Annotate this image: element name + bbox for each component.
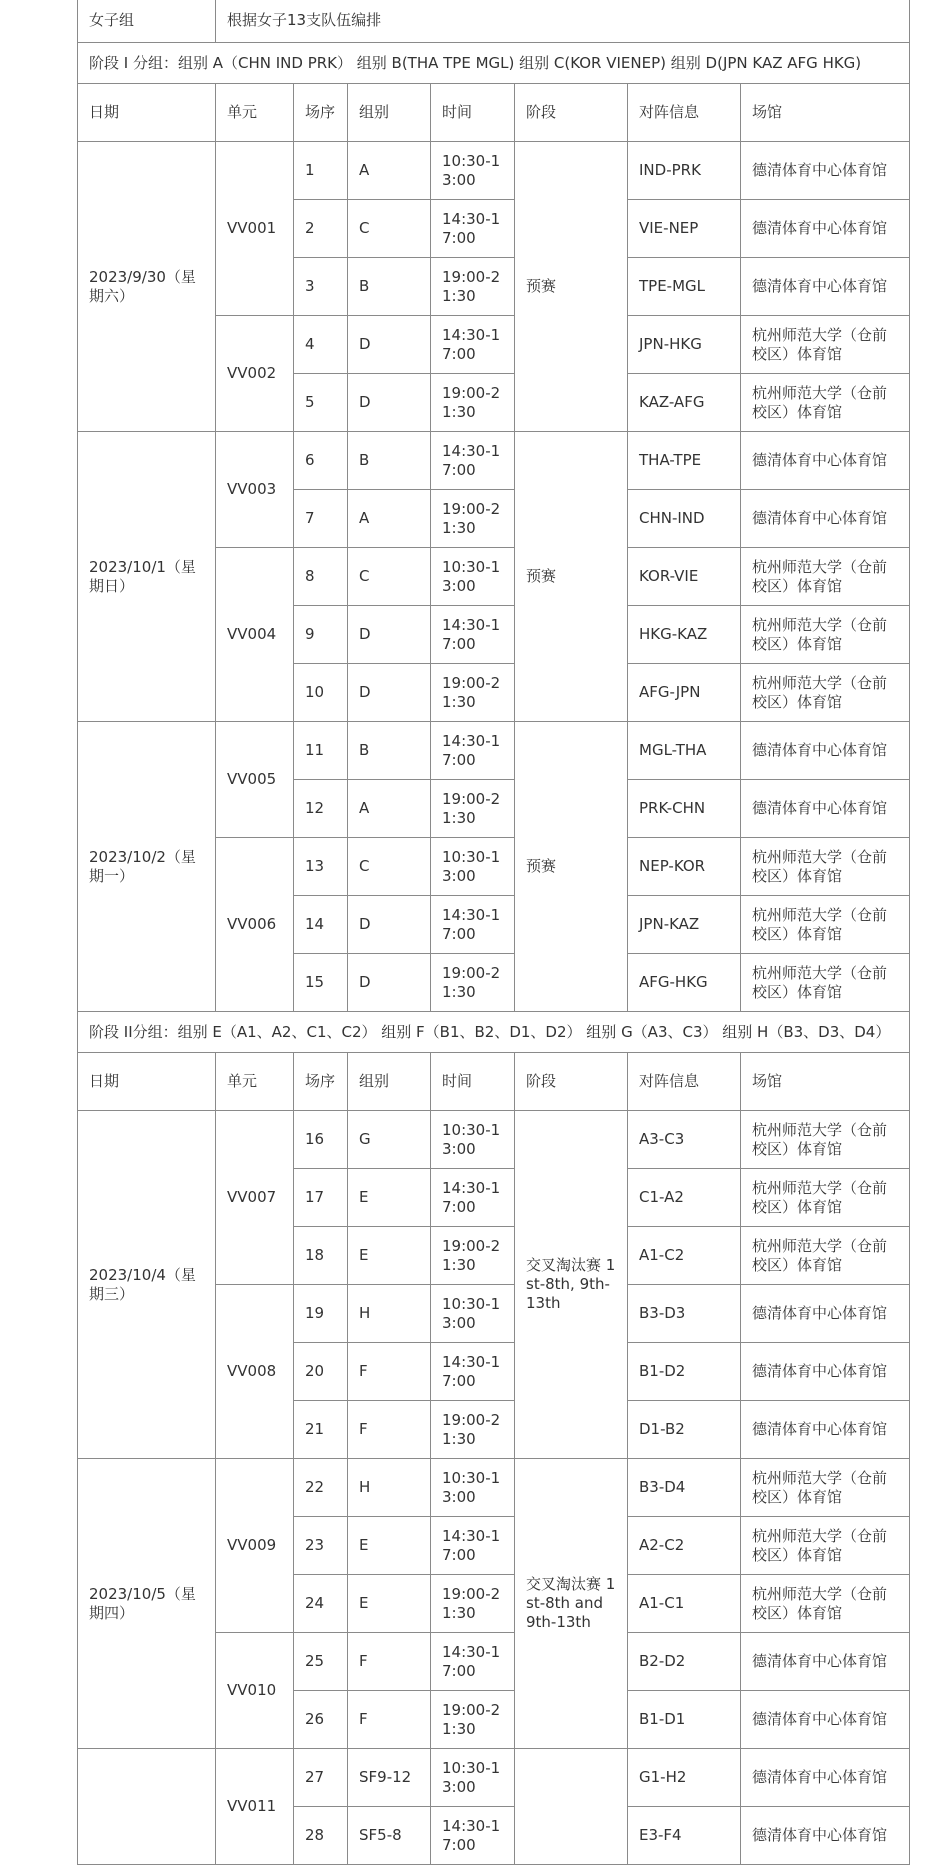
matchup-cell: B2-D2 <box>628 1633 741 1691</box>
table-row <box>78 432 910 490</box>
group-cell: D <box>348 606 431 664</box>
venue-cell: 德清体育中心体育馆 <box>741 1633 910 1691</box>
matchup-cell: AFG-JPN <box>628 664 741 722</box>
match-no-cell: 3 <box>294 258 348 316</box>
matchup-cell: VIE-NEP <box>628 200 741 258</box>
unit-cell: VV009 <box>216 1459 294 1633</box>
group-label: 女子组 <box>78 0 216 43</box>
time-cell: 10:30-13:00 <box>431 838 515 896</box>
match-no-cell: 9 <box>294 606 348 664</box>
matchup-cell: A1-C2 <box>628 1227 741 1285</box>
matchup-cell: B1-D2 <box>628 1343 741 1401</box>
table-row <box>78 1749 910 1807</box>
unit-cell: VV001 <box>216 142 294 316</box>
match-no-cell: 27 <box>294 1749 348 1807</box>
group-cell: E <box>348 1227 431 1285</box>
unit-cell: VV003 <box>216 432 294 548</box>
match-no-cell: 2 <box>294 200 348 258</box>
group-cell: C <box>348 548 431 606</box>
stage-cell: 预赛 <box>515 142 628 432</box>
unit-cell: VV011 <box>216 1749 294 1865</box>
venue-cell: 杭州师范大学（仓前校区）体育馆 <box>741 374 910 432</box>
time-cell: 19:00-21:30 <box>431 664 515 722</box>
column-header-unit: 单元 <box>216 1053 294 1111</box>
schedule-body <box>78 0 910 1865</box>
match-no-cell: 23 <box>294 1517 348 1575</box>
group-cell: B <box>348 432 431 490</box>
venue-cell: 德清体育中心体育馆 <box>741 1343 910 1401</box>
match-no-cell: 17 <box>294 1169 348 1227</box>
stage-cell <box>515 1749 628 1865</box>
matchup-cell: B3-D4 <box>628 1459 741 1517</box>
group-cell: E <box>348 1517 431 1575</box>
column-header-unit: 单元 <box>216 84 294 142</box>
column-header-row <box>78 1053 910 1111</box>
matchup-cell: B1-D1 <box>628 1691 741 1749</box>
stage-cell: 预赛 <box>515 432 628 722</box>
time-cell: 19:00-21:30 <box>431 1691 515 1749</box>
venue-cell: 杭州师范大学（仓前校区）体育馆 <box>741 838 910 896</box>
unit-cell: VV010 <box>216 1633 294 1749</box>
venue-cell: 德清体育中心体育馆 <box>741 1807 910 1865</box>
unit-cell: VV002 <box>216 316 294 432</box>
matchup-cell: CHN-IND <box>628 490 741 548</box>
time-cell: 14:30-17:00 <box>431 606 515 664</box>
column-header-match-no: 场序 <box>294 84 348 142</box>
venue-cell: 杭州师范大学（仓前校区）体育馆 <box>741 606 910 664</box>
column-header-stage: 阶段 <box>515 1053 628 1111</box>
matchup-cell: A2-C2 <box>628 1517 741 1575</box>
group-header-row <box>78 0 910 43</box>
table-row <box>78 1111 910 1169</box>
venue-cell: 杭州师范大学（仓前校区）体育馆 <box>741 1459 910 1517</box>
match-no-cell: 22 <box>294 1459 348 1517</box>
stage-title-row <box>78 43 910 84</box>
group-cell: A <box>348 780 431 838</box>
match-no-cell: 10 <box>294 664 348 722</box>
unit-cell: VV005 <box>216 722 294 838</box>
column-header-row <box>78 84 910 142</box>
group-cell: F <box>348 1691 431 1749</box>
match-no-cell: 13 <box>294 838 348 896</box>
time-cell: 19:00-21:30 <box>431 374 515 432</box>
matchup-cell: NEP-KOR <box>628 838 741 896</box>
group-cell: H <box>348 1285 431 1343</box>
match-no-cell: 8 <box>294 548 348 606</box>
match-no-cell: 5 <box>294 374 348 432</box>
venue-cell: 杭州师范大学（仓前校区）体育馆 <box>741 1517 910 1575</box>
time-cell: 19:00-21:30 <box>431 1227 515 1285</box>
time-cell: 19:00-21:30 <box>431 954 515 1012</box>
date-cell: 2023/10/2（星期一） <box>78 722 216 1012</box>
date-cell: 2023/10/5（星期四） <box>78 1459 216 1749</box>
matchup-cell: JPN-KAZ <box>628 896 741 954</box>
matchup-cell: THA-TPE <box>628 432 741 490</box>
venue-cell: 杭州师范大学（仓前校区）体育馆 <box>741 316 910 374</box>
matchup-cell: A1-C1 <box>628 1575 741 1633</box>
matchup-cell: E3-F4 <box>628 1807 741 1865</box>
matchup-cell: A3-C3 <box>628 1111 741 1169</box>
group-cell: F <box>348 1401 431 1459</box>
group-cell: B <box>348 258 431 316</box>
time-cell: 14:30-17:00 <box>431 1517 515 1575</box>
matchup-cell: AFG-HKG <box>628 954 741 1012</box>
group-cell: B <box>348 722 431 780</box>
column-header-match-no: 场序 <box>294 1053 348 1111</box>
time-cell: 14:30-17:00 <box>431 1633 515 1691</box>
time-cell: 19:00-21:30 <box>431 780 515 838</box>
venue-cell: 德清体育中心体育馆 <box>741 490 910 548</box>
date-cell: 2023/10/4（星期三） <box>78 1111 216 1459</box>
match-no-cell: 19 <box>294 1285 348 1343</box>
matchup-cell: B3-D3 <box>628 1285 741 1343</box>
group-cell: F <box>348 1343 431 1401</box>
date-cell: 2023/9/30（星期六） <box>78 142 216 432</box>
group-cell: D <box>348 664 431 722</box>
matchup-cell: HKG-KAZ <box>628 606 741 664</box>
group-cell: D <box>348 374 431 432</box>
date-cell <box>78 1749 216 1865</box>
group-cell: E <box>348 1575 431 1633</box>
venue-cell: 德清体育中心体育馆 <box>741 1749 910 1807</box>
time-cell: 14:30-17:00 <box>431 896 515 954</box>
unit-cell: VV006 <box>216 838 294 1012</box>
matchup-cell: KOR-VIE <box>628 548 741 606</box>
time-cell: 19:00-21:30 <box>431 490 515 548</box>
time-cell: 14:30-17:00 <box>431 1807 515 1865</box>
matchup-cell: TPE-MGL <box>628 258 741 316</box>
time-cell: 19:00-21:30 <box>431 1401 515 1459</box>
match-no-cell: 12 <box>294 780 348 838</box>
group-cell: D <box>348 954 431 1012</box>
venue-cell: 德清体育中心体育馆 <box>741 1691 910 1749</box>
match-no-cell: 25 <box>294 1633 348 1691</box>
matchup-cell: G1-H2 <box>628 1749 741 1807</box>
column-header-group: 组别 <box>348 84 431 142</box>
group-cell: D <box>348 896 431 954</box>
group-cell: SF5-8 <box>348 1807 431 1865</box>
column-header-time: 时间 <box>431 84 515 142</box>
match-no-cell: 14 <box>294 896 348 954</box>
match-no-cell: 4 <box>294 316 348 374</box>
time-cell: 10:30-13:00 <box>431 1459 515 1517</box>
group-cell: G <box>348 1111 431 1169</box>
column-header-matchup: 对阵信息 <box>628 84 741 142</box>
match-no-cell: 7 <box>294 490 348 548</box>
time-cell: 10:30-13:00 <box>431 548 515 606</box>
matchup-cell: KAZ-AFG <box>628 374 741 432</box>
time-cell: 14:30-17:00 <box>431 1169 515 1227</box>
group-cell: A <box>348 142 431 200</box>
time-cell: 10:30-13:00 <box>431 1749 515 1807</box>
match-no-cell: 16 <box>294 1111 348 1169</box>
match-no-cell: 11 <box>294 722 348 780</box>
group-cell: C <box>348 838 431 896</box>
match-no-cell: 6 <box>294 432 348 490</box>
time-cell: 10:30-13:00 <box>431 1285 515 1343</box>
venue-cell: 德清体育中心体育馆 <box>741 200 910 258</box>
group-cell: D <box>348 316 431 374</box>
venue-cell: 德清体育中心体育馆 <box>741 432 910 490</box>
match-no-cell: 1 <box>294 142 348 200</box>
match-no-cell: 28 <box>294 1807 348 1865</box>
stage-cell: 交叉淘汰赛 1st-8th, 9th-13th <box>515 1111 628 1459</box>
unit-cell: VV004 <box>216 548 294 722</box>
group-cell: H <box>348 1459 431 1517</box>
match-no-cell: 20 <box>294 1343 348 1401</box>
venue-cell: 杭州师范大学（仓前校区）体育馆 <box>741 896 910 954</box>
matchup-cell: D1-B2 <box>628 1401 741 1459</box>
stage-title: 阶段 I 分组：组别 A（CHN IND PRK） 组别 B(THA TPE MGL) 组别 C(KOR VIENEP) 组别 D(JPN KAZ AFG HKG) <box>78 43 910 84</box>
time-cell: 19:00-21:30 <box>431 1575 515 1633</box>
time-cell: 14:30-17:00 <box>431 432 515 490</box>
unit-cell: VV008 <box>216 1285 294 1459</box>
time-cell: 10:30-13:00 <box>431 1111 515 1169</box>
time-cell: 14:30-17:00 <box>431 316 515 374</box>
group-note: 根据女子13支队伍编排 <box>216 0 910 43</box>
stage-cell: 预赛 <box>515 722 628 1012</box>
venue-cell: 德清体育中心体育馆 <box>741 1401 910 1459</box>
time-cell: 19:00-21:30 <box>431 258 515 316</box>
venue-cell: 杭州师范大学（仓前校区）体育馆 <box>741 548 910 606</box>
unit-cell: VV007 <box>216 1111 294 1285</box>
stage-title: 阶段 II分组：组别 E（A1、A2、C1、C2） 组别 F（B1、B2、D1、D2） 组别 G（A3、C3） 组别 H（B3、D3、D4） <box>78 1012 910 1053</box>
venue-cell: 杭州师范大学（仓前校区）体育馆 <box>741 1169 910 1227</box>
group-cell: C <box>348 200 431 258</box>
time-cell: 14:30-17:00 <box>431 200 515 258</box>
group-cell: SF9-12 <box>348 1749 431 1807</box>
table-row <box>78 1459 910 1517</box>
group-cell: F <box>348 1633 431 1691</box>
stage-title-row <box>78 1012 910 1053</box>
venue-cell: 德清体育中心体育馆 <box>741 780 910 838</box>
stage-cell: 交叉淘汰赛 1st-8th and 9th-13th <box>515 1459 628 1749</box>
table-row <box>78 142 910 200</box>
venue-cell: 杭州师范大学（仓前校区）体育馆 <box>741 1575 910 1633</box>
matchup-cell: C1-A2 <box>628 1169 741 1227</box>
table-row <box>78 722 910 780</box>
venue-cell: 杭州师范大学（仓前校区）体育馆 <box>741 664 910 722</box>
venue-cell: 杭州师范大学（仓前校区）体育馆 <box>741 954 910 1012</box>
column-header-stage: 阶段 <box>515 84 628 142</box>
matchup-cell: JPN-HKG <box>628 316 741 374</box>
group-cell: A <box>348 490 431 548</box>
matchup-cell: MGL-THA <box>628 722 741 780</box>
time-cell: 14:30-17:00 <box>431 1343 515 1401</box>
venue-cell: 杭州师范大学（仓前校区）体育馆 <box>741 1111 910 1169</box>
match-no-cell: 15 <box>294 954 348 1012</box>
column-header-time: 时间 <box>431 1053 515 1111</box>
date-cell: 2023/10/1（星期日） <box>78 432 216 722</box>
venue-cell: 德清体育中心体育馆 <box>741 258 910 316</box>
matchup-cell: IND-PRK <box>628 142 741 200</box>
column-header-date: 日期 <box>78 84 216 142</box>
column-header-venue: 场馆 <box>741 84 910 142</box>
column-header-venue: 场馆 <box>741 1053 910 1111</box>
matchup-cell: PRK-CHN <box>628 780 741 838</box>
match-no-cell: 21 <box>294 1401 348 1459</box>
match-no-cell: 18 <box>294 1227 348 1285</box>
match-no-cell: 26 <box>294 1691 348 1749</box>
column-header-matchup: 对阵信息 <box>628 1053 741 1111</box>
match-no-cell: 24 <box>294 1575 348 1633</box>
time-cell: 10:30-13:00 <box>431 142 515 200</box>
schedule-table <box>77 0 910 1865</box>
group-cell: E <box>348 1169 431 1227</box>
venue-cell: 德清体育中心体育馆 <box>741 1285 910 1343</box>
time-cell: 14:30-17:00 <box>431 722 515 780</box>
venue-cell: 德清体育中心体育馆 <box>741 142 910 200</box>
column-header-date: 日期 <box>78 1053 216 1111</box>
venue-cell: 杭州师范大学（仓前校区）体育馆 <box>741 1227 910 1285</box>
venue-cell: 德清体育中心体育馆 <box>741 722 910 780</box>
column-header-group: 组别 <box>348 1053 431 1111</box>
